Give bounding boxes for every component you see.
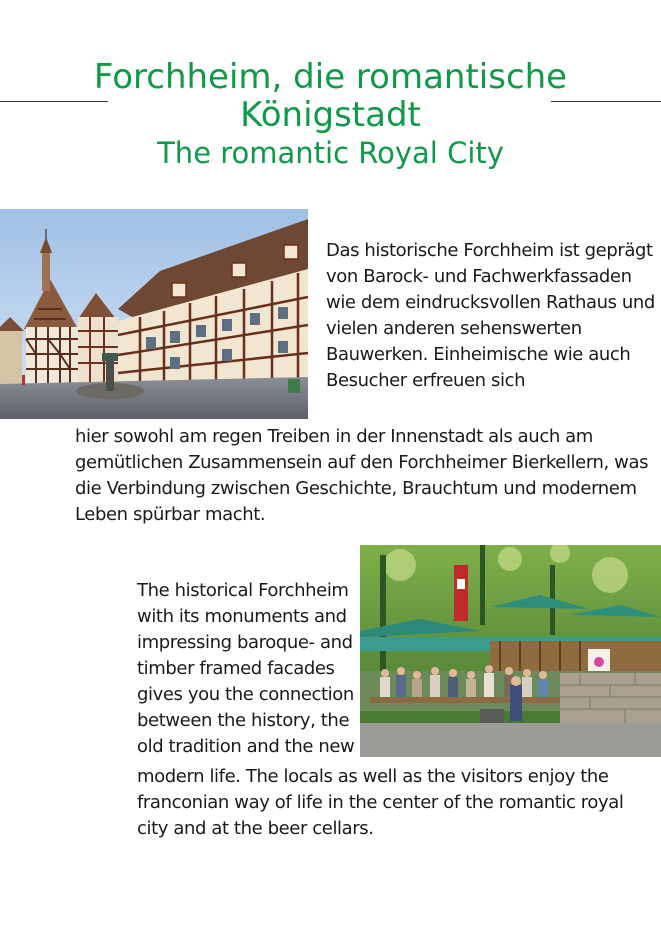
german-paragraph-continued: hier sowohl am regen Treiben in der Innenstadt als auch am gemütlichen Zusammensein auf den Forchheimer Bierkellern, was die Verbindung zwischen Geschichte, Brauchtum und modernem Leben spürbar macht.	[75, 426, 649, 525]
rathaus-photo	[0, 209, 308, 419]
english-paragraph-wrapped: The historical Forchheim with its monuments and impressing baroque- and timber framed facades gives you the connection between the history, the old tradition and the new	[137, 580, 355, 757]
title-block	[0, 58, 661, 170]
title-german-text: Forchheim, die romantische Königstadt	[93, 57, 568, 135]
page-title-german	[0, 58, 661, 134]
beer-cellar-photo	[360, 545, 661, 757]
english-paragraph-continued: modern life. The locals as well as the visitors enjoy the franconian way of life in the center of the romantic royal city and at the beer cellars.	[137, 766, 624, 839]
page-title-english: The romantic Royal City	[157, 136, 504, 170]
german-paragraph-wrapped: Das historische Forchheim ist geprägt von Barock- und Fachwerkfassaden wie dem eindrucksvollen Rathaus und vielen anderen sehenswerten Bauwerken. Einheimische wie auch Besucher erfreuen sich	[326, 240, 655, 391]
